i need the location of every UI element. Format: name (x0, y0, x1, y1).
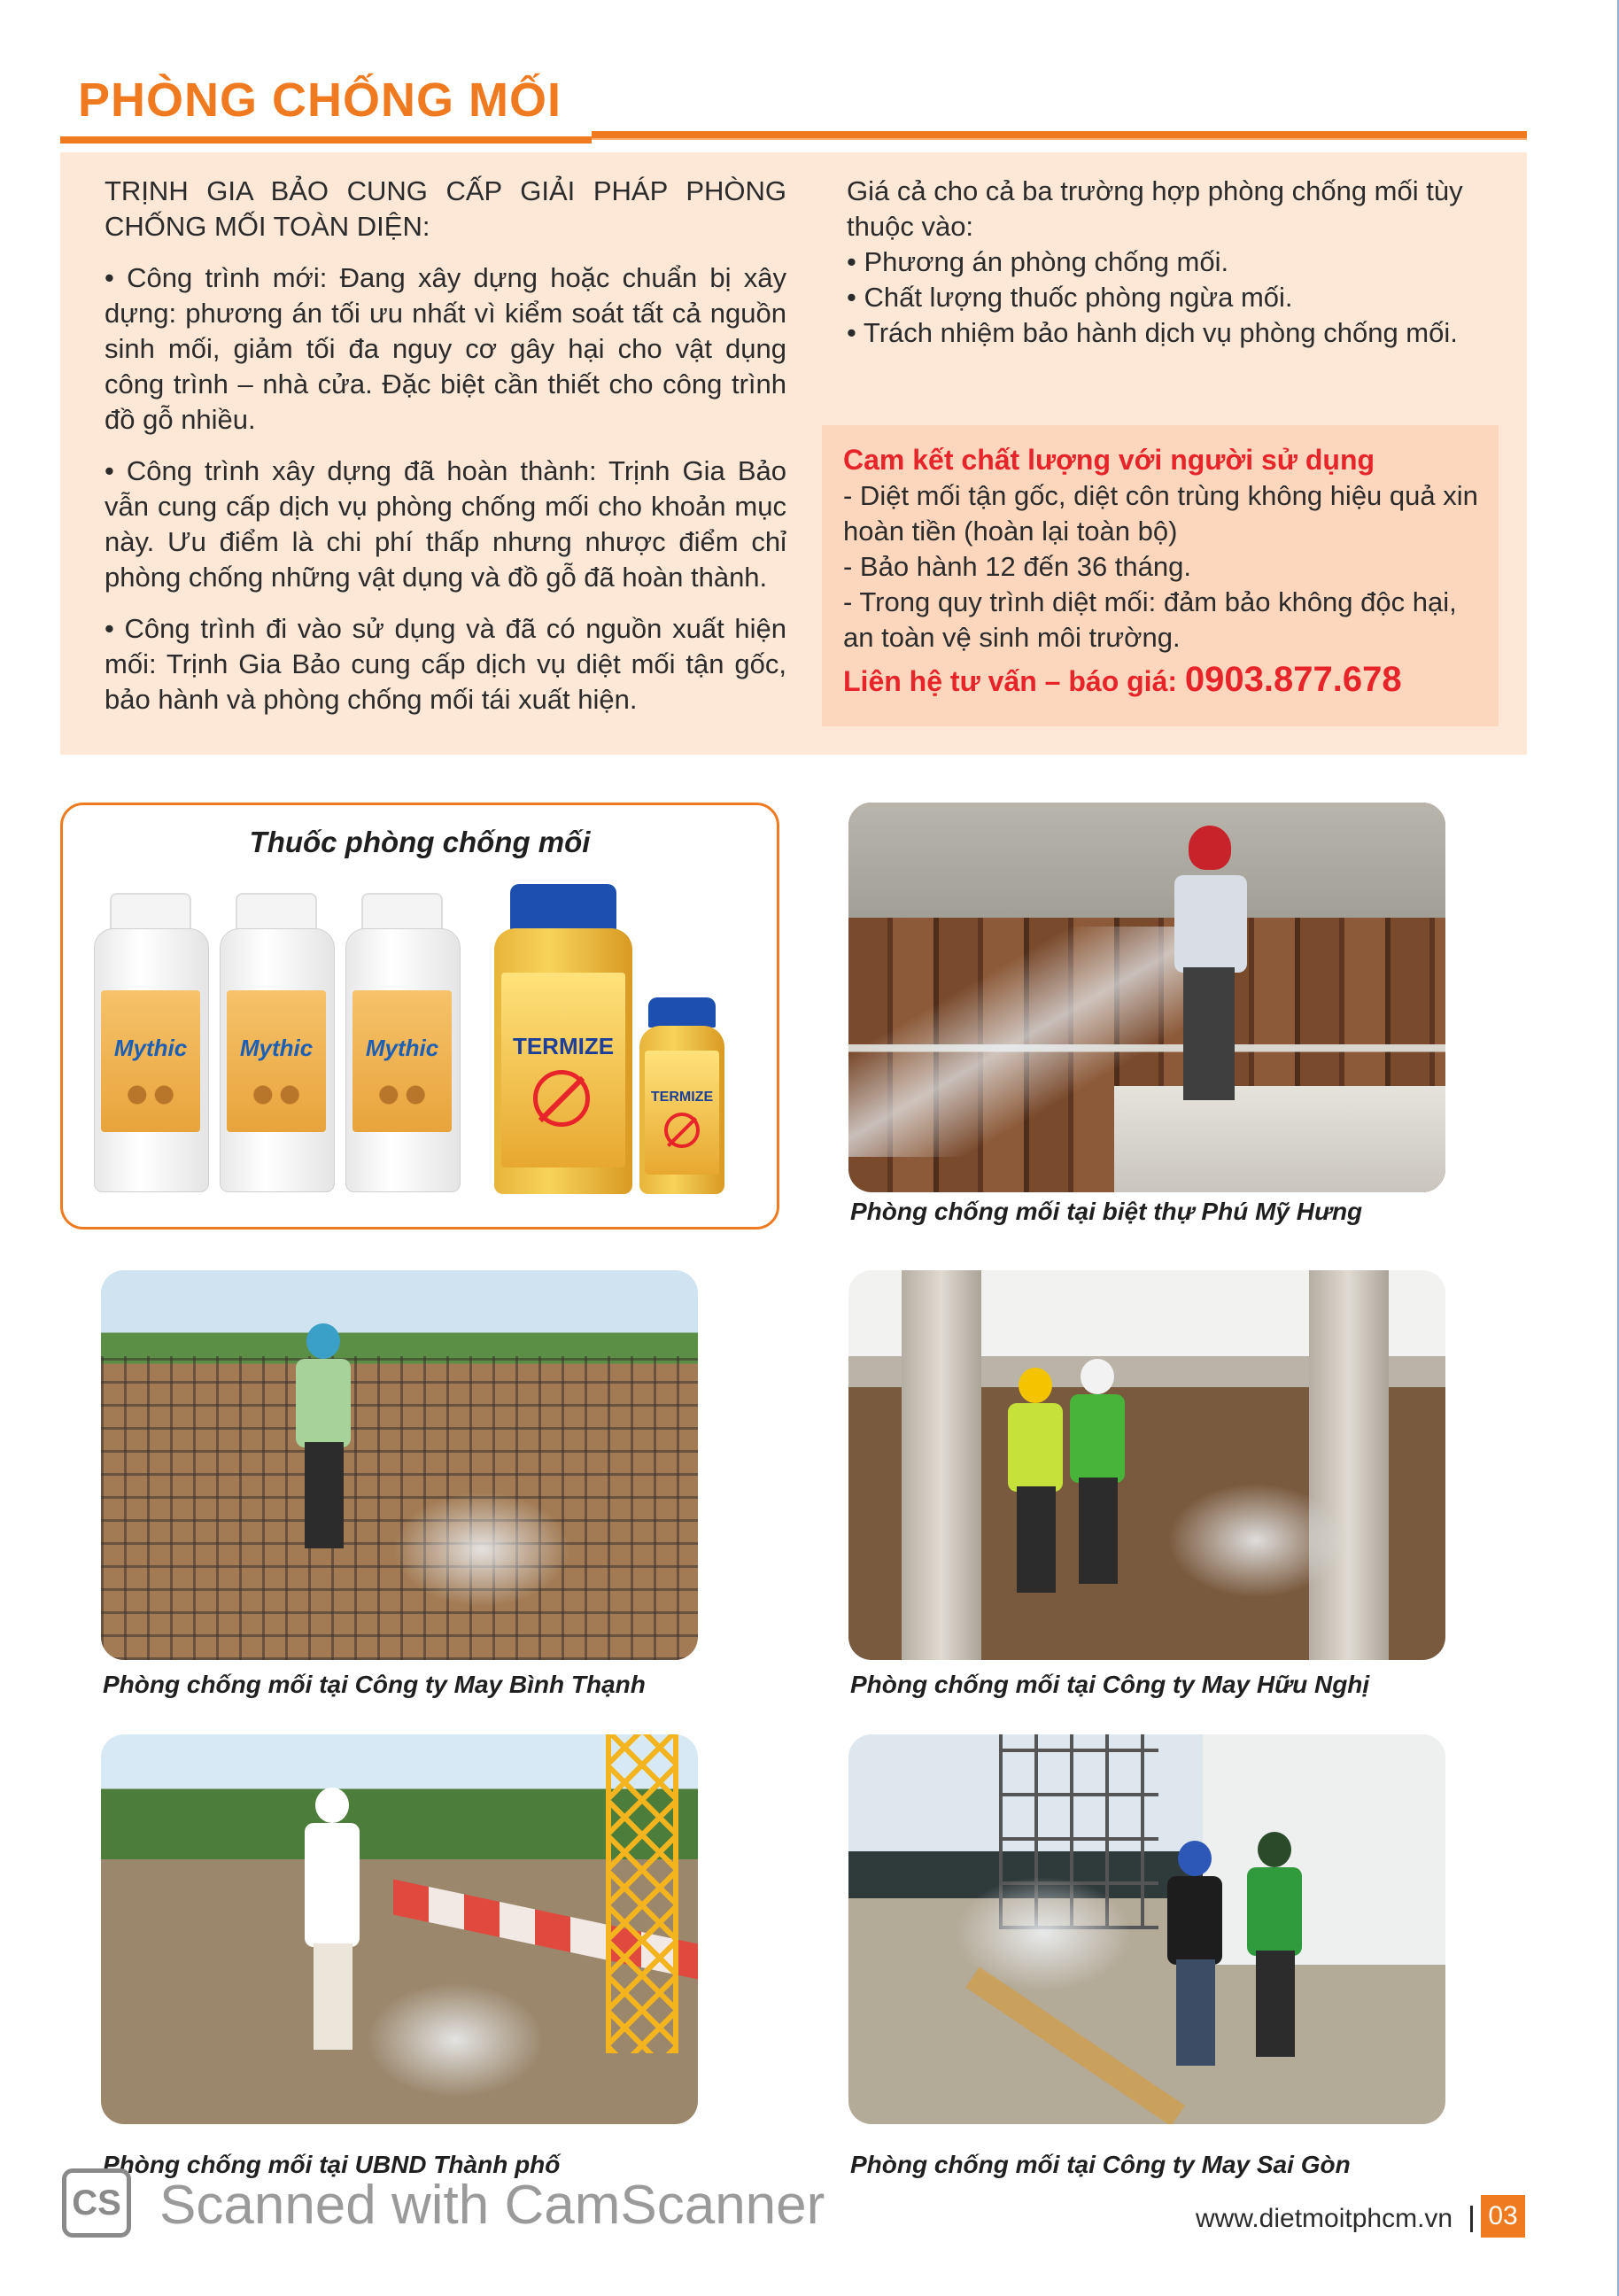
page-number: 03 (1481, 2195, 1525, 2238)
photo-ubnd (101, 1734, 698, 2124)
price-factor: • Trách nhiệm bảo hành dịch vụ phòng chống mối. (847, 317, 1458, 348)
mythic-bottle (220, 893, 333, 1194)
commitment-title: Cam kết chất lượng với người sử dụng (843, 444, 1375, 476)
commitment-content (843, 441, 1481, 702)
worker-figure (1247, 1832, 1291, 2044)
worker-figure (1167, 1841, 1229, 2080)
photo-caption: Phòng chống mối tại UBND Thành phố (103, 2151, 561, 2178)
left-paragraph: • Công trình mới: Đang xây dựng hoặc chuẩn bị xây dựng: phương án tối ưu nhất vì kiểm soát tất cả nguồn sinh mối, giảm tối đa nguy cơ gây hại cho vật dụng công trình – nhà cửa. Đặc biệt cần thiết cho công trình đồ gỗ nhiều. (105, 262, 786, 435)
worker-figure (1070, 1359, 1125, 1589)
camscanner-logo-icon: CS (62, 2168, 131, 2238)
worker-figure (1167, 826, 1247, 1091)
right-column (847, 174, 1493, 351)
termize-bottle-large (494, 884, 632, 1196)
termize-bottle-small (639, 997, 724, 1196)
mythic-bottle (345, 893, 459, 1194)
photo-caption: Phòng chống mối tại Công ty May Bình Thạnh (103, 1671, 646, 1698)
commitment-item: - Bảo hành 12 đến 36 tháng. (843, 551, 1191, 582)
bottle-brand: TERMIZE (650, 1090, 714, 1105)
photo-caption: Phòng chống mối tại biệt thự Phú Mỹ Hưng (850, 1198, 1363, 1225)
phone-number[interactable]: 0903.877.678 (1184, 660, 1402, 699)
left-paragraph: • Công trình đi vào sử dụng và đã có nguồn xuất hiện mối: Trịnh Gia Bảo cung cấp dịch vụ diệt mối tận gốc, bảo hành và phòng chống mối tái xuất hiện. (105, 613, 786, 715)
price-factor: • Phương án phòng chống mối. (847, 246, 1229, 277)
worker-figure (296, 1323, 351, 1554)
left-heading: TRỊNH GIA BẢO CUNG CẤP GIẢI PHÁP PHÒNG CHỐNG MỐI TOÀN DIỆN: (105, 175, 786, 242)
commitment-item: - Diệt mối tận gốc, diệt côn trùng không hiệu quả xin hoàn tiền (hoàn lại toàn bộ) (843, 480, 1478, 547)
bottle-brand: TERMIZE (512, 1033, 615, 1059)
page-title: PHÒNG CHỐNG MỐI (78, 74, 562, 127)
price-intro: Giá cả cho cả ba trường hợp phòng chống mối tùy thuộc vào: (847, 175, 1463, 242)
photo-caption: Phòng chống mối tại Công ty May Hữu Nghị (850, 1671, 1370, 1698)
bottle-brand: Mythic (365, 1035, 439, 1061)
bottle-brand: Mythic (239, 1035, 314, 1061)
photo-phu-my-hung (848, 803, 1445, 1192)
contact-line (843, 659, 1481, 702)
website-link[interactable]: www.dietmoitphcm.vn (1196, 2204, 1453, 2233)
price-factor: • Chất lượng thuốc phòng ngừa mối. (847, 282, 1293, 313)
photo-binh-thanh (101, 1270, 698, 1660)
photo-huu-nghi (848, 1270, 1445, 1660)
title-underline (60, 131, 1527, 144)
camscanner-text: Scanned with CamScanner (159, 2175, 825, 2236)
photo-caption: Phòng chống mối tại Công ty May Sai Gòn (850, 2151, 1351, 2178)
commitment-item: - Trong quy trình diệt mối: đảm bảo không độc hại, an toàn vệ sinh môi trường. (843, 586, 1457, 653)
worker-figure (305, 1788, 367, 2071)
left-paragraph: • Công trình xây dựng đã hoàn thành: Trịnh Gia Bảo vẫn cung cấp dịch vụ phòng chống mối cho khoản mục này. Ưu điểm là chi phí thấp nhưng nhược điểm chỉ phòng chống những vật dụng và đồ gỗ đã hoàn thành. (105, 455, 786, 593)
product-box-title: Thuốc phòng chống mối (249, 826, 591, 858)
photo-sai-gon (848, 1734, 1445, 2124)
bottle-brand: Mythic (113, 1035, 188, 1061)
worker-figure (1008, 1368, 1052, 1563)
mythic-bottle (94, 893, 207, 1194)
contact-label: Liên hệ tư vấn – báo giá: (843, 665, 1185, 697)
footer-divider (1470, 2206, 1473, 2232)
left-column (105, 174, 786, 733)
